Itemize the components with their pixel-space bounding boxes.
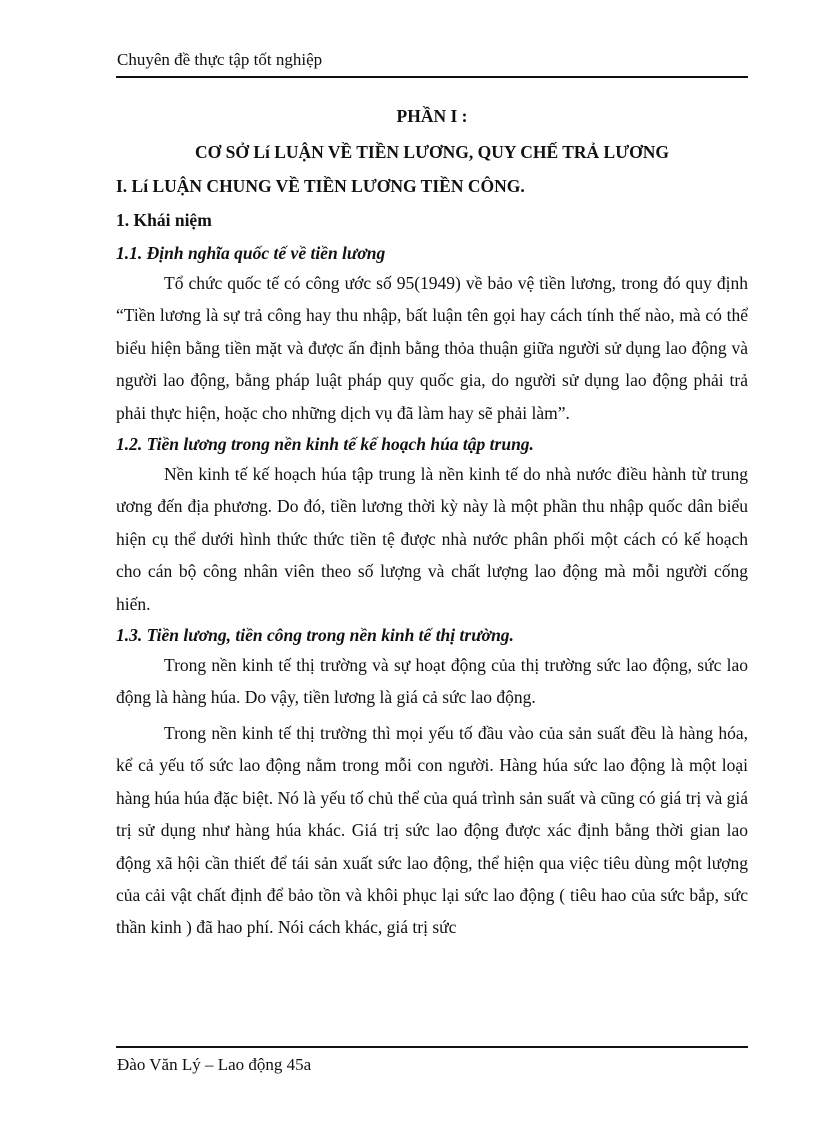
part-title: CƠ SỞ Lí LUẬN VỀ TIỀN LƯƠNG, QUY CHẾ TRẢ LƯƠNG (194, 142, 670, 162)
page-footer-author: Đào Văn Lý – Lao động 45a (117, 1055, 312, 1074)
heading-1-2: 1.2. Tiền lương trong nền kinh tế kế hoạch húa tập trung. (116, 434, 534, 455)
paragraph-1-2: Nền kinh tế kế hoạch húa tập trung là nền kinh tế do nhà nước điều hành từ trung ương đến địa phương. Do đó, tiền lương thời kỳ này là một phần thu nhập quốc dân biểu hiện cụ thể dưới hình thức thức tiền tệ được nhà nước phân phối một cách có kế hoạch cho cán bộ công nhân viên theo số lượng và chất lượng lao động mà mỗi người cống hiến. (116, 464, 748, 614)
heading-1-1: 1.1. Định nghĩa quốc tế về tiền lương (116, 243, 386, 263)
heading-1-3: 1.3. Tiền lương, tiền công trong nền kinh tế thị trường. (116, 625, 514, 646)
part-label: PHẦN I : (396, 106, 468, 126)
footer-divider (116, 1046, 748, 1048)
subsection-heading: 1. Khái niệm (116, 210, 212, 230)
paragraph-1-3-b: Trong nền kinh tế thị trường thì mọi yếu tố đầu vào của sản suất đều là hàng hóa, kể cả yếu tố sức lao động nằm trong mỗi con người. Hàng húa sức lao động là một loại hàng húa húa đặc biệt. Nó là yếu tố chủ thể của quá trình sản suất và cũng có giá trị và giá trị sử dụng như hàng húa khác. Giá trị sức lao động được xác định bằng thời gian lao động xã hội cần thiết để tái sản xuất sức lao động, thể hiện qua việc tiêu dùng một lượng của cải vật chất định để bảo tồn và khôi phục lại sức lao động ( tiêu hao của sức bắp, sức thần kinh ) đã hao phí. Nói cách khác, giá trị sức (116, 722, 748, 938)
document-body (116, 104, 748, 944)
page-header-title: Chuyên đề thực tập tốt nghiệp (117, 50, 323, 69)
header-divider (116, 76, 748, 78)
paragraph-1-1: Tổ chức quốc tế có công ước số 95(1949) về bảo vệ tiền lương, trong đó quy định “Tiền lương là sự trả công hay thu nhập, bất luận tên gọi hay cách tính thế nào, mà có thể biểu hiện bằng tiền mặt và được ấn định bằng thỏa thuận giữa người sử dụng lao động và người lao động, bằng pháp luật pháp quy quốc gia, do người sử dụng lao động phải trả phải thực hiện, hoặc cho những dịch vụ đã làm hay sẽ phải làm”. (116, 273, 748, 423)
paragraph-1-3-a: Trong nền kinh tế thị trường và sự hoạt động của thị trường sức lao động, sức lao động là hàng húa. Do vậy, tiền lương là giá cả sức lao động. (116, 655, 748, 708)
section-heading: I. Lí LUẬN CHUNG VỀ TIỀN LƯƠNG TIỀN CÔNG. (116, 176, 525, 196)
